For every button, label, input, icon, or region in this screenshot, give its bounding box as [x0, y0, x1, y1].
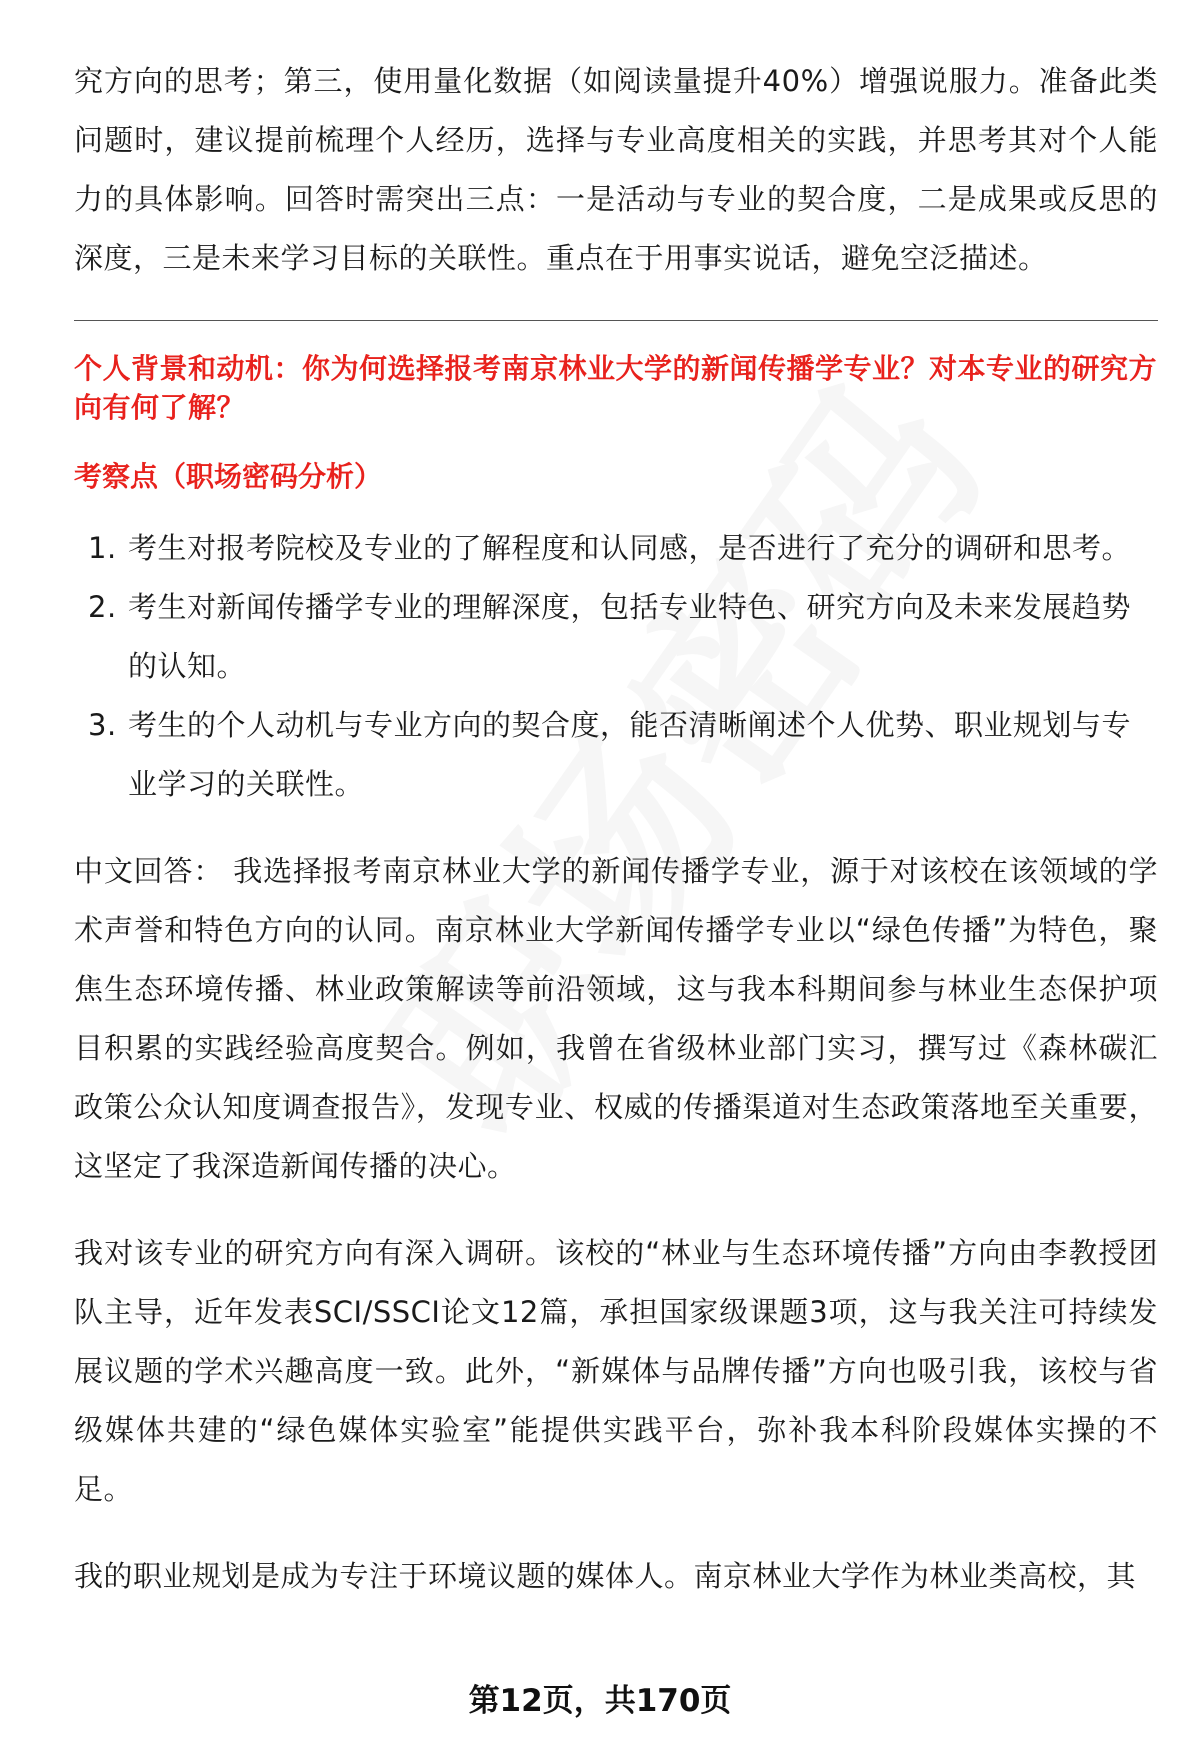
answer-paragraph: 我的职业规划是成为专注于环境议题的媒体人。南京林业大学作为林业类高校，其: [74, 1559, 1137, 1593]
list-item: [74, 578, 1158, 696]
assessment-points-list: [74, 519, 1158, 814]
list-item-text: 考生对报考院校及专业的了解程度和认同感，是否进行了充分的调研和思考。: [128, 531, 1132, 565]
section-title: 考察点（职场密码分析）: [74, 460, 383, 493]
answer-paragraph: 我对该专业的研究方向有深入调研。该校的“林业与生态环境传播”方向由李教授团队主导，近年发表SCI/SSCI论文12篇，承担国家级课题3项，这与我关注可持续发展议题的学术兴趣高度一致。此外，“新媒体与品牌传播”方向也吸引我，该校与省级媒体共建的“绿色媒体实验室”能提供实践平台，弥补我本科阶段媒体实操的不足。: [74, 1236, 1158, 1506]
list-item: [74, 696, 1158, 814]
question-heading: 个人背景和动机：你为何选择报考南京林业大学的新闻传播学专业？对本专业的研究方向有何了解？: [74, 352, 1158, 424]
list-item-text: 考生的个人动机与专业方向的契合度，能否清晰阐述个人优势、职业规划与专业学习的关联性。: [128, 708, 1132, 801]
document-page: [74, 52, 1158, 1606]
list-item-text: 考生对新闻传播学专业的理解深度，包括专业特色、研究方向及未来发展趋势的认知。: [128, 590, 1132, 683]
answer-paragraph: 中文回答： 我选择报考南京林业大学的新闻传播学专业，源于对该校在该领域的学术声誉和特色方向的认同。南京林业大学新闻传播学专业以“绿色传播”为特色，聚焦生态环境传播、林业政策解读等前沿领域，这与我本科期间参与林业生态保护项目积累的实践经验高度契合。例如，我曾在省级林业部门实习，撰写过《森林碳汇政策公众认知度调查报告》，发现专业、权威的传播渠道对生态政策落地至关重要，这坚定了我深造新闻传播的决心。: [74, 854, 1158, 1183]
list-number: 2.: [88, 590, 117, 624]
section-divider: [74, 320, 1158, 321]
list-item: [74, 519, 1158, 578]
page-number-footer: 第12页，共170页: [468, 1683, 732, 1719]
top-paragraph: 究方向的思考；第三，使用量化数据（如阅读量提升40%）增强说服力。准备此类问题时，建议提前梳理个人经历，选择与专业高度相关的实践，并思考其对个人能力的具体影响。回答时需突出三点：一是活动与专业的契合度，二是成果或反思的深度，三是未来学习目标的关联性。重点在于用事实说话，避免空泛描述。: [74, 64, 1158, 275]
list-number: 3.: [88, 708, 117, 742]
list-number: 1.: [88, 531, 117, 565]
